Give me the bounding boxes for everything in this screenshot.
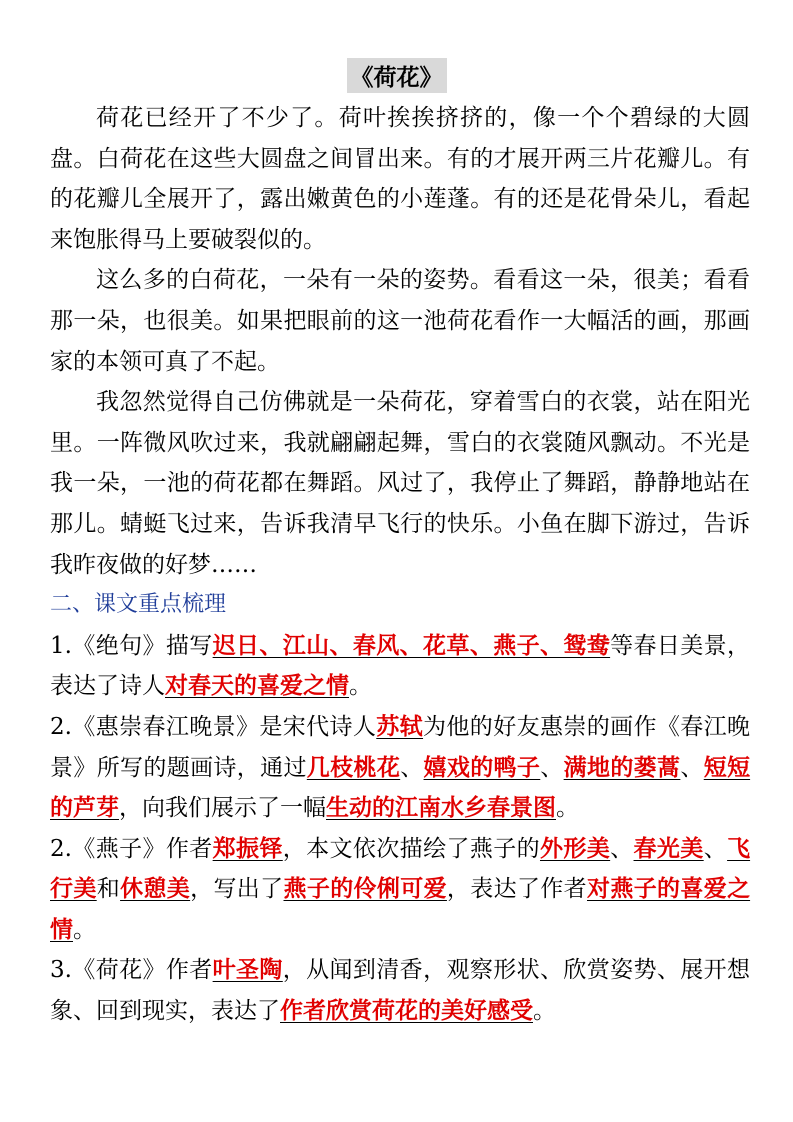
key-phrase: 生动的江南水乡春景图 xyxy=(326,795,556,822)
section-heading: 二、课文重点梳理 xyxy=(50,592,227,618)
item-text: 为他的好友惠崇的画作《春江晚景》所写的题画诗，通过 xyxy=(50,713,750,781)
item-text: 、 xyxy=(540,754,564,781)
item-text: 1.《绝句》描写 xyxy=(50,632,213,659)
key-phrase: 对燕子的喜爱之情 xyxy=(50,876,751,943)
item-text: ，向我们展示了一幅 xyxy=(119,795,326,822)
title-container xyxy=(0,58,793,93)
item-text: ，写出了 xyxy=(190,876,284,903)
key-phrase: 对春天的喜爱之情 xyxy=(165,673,349,700)
summary-item-jueju xyxy=(50,626,750,707)
key-phrase: 苏轼 xyxy=(376,713,424,740)
key-phrase: 迟日、江山、春风、花草、燕子、鸳鸯 xyxy=(212,632,611,659)
item-text: 、 xyxy=(680,754,704,781)
key-phrase: 几枝桃花 xyxy=(306,754,401,781)
key-phrase: 作者欣赏荷花的美好感受 xyxy=(280,998,533,1025)
item-text: 、 xyxy=(610,835,634,862)
key-phrase: 叶圣陶 xyxy=(212,957,283,984)
key-phrase: 休憩美 xyxy=(120,876,191,903)
item-text: 。 xyxy=(73,916,96,943)
passage-paragraph-2: 这么多的白荷花，一朵有一朵的姿势。看看这一朵，很美；看看那一朵，也很美。如果把眼前的这一池荷花看作一大幅活的画，那画家的本领可真了不起。 xyxy=(50,267,750,375)
item-text: 、 xyxy=(400,754,424,781)
item-text: ，表达了作者 xyxy=(446,876,587,903)
passage-paragraph-1: 荷花已经开了不少了。荷叶挨挨挤挤的，像一个个碧绿的大圆盘。白荷花在这些大圆盘之间冒出来。有的才展开两三片花瓣儿。有的花瓣儿全展开了，露出嫩黄色的小莲蓬。有的还是花骨朵儿，看起来饱胀得马上要破裂似的。 xyxy=(50,105,750,253)
summary-item-hehua xyxy=(50,950,750,1031)
key-phrase: 飞行美 xyxy=(50,835,751,903)
item-text: 和 xyxy=(96,876,121,903)
key-phrase: 满地的蒌蒿 xyxy=(563,754,681,781)
summary-item-yanzi xyxy=(50,829,750,951)
key-phrase: 郑振铎 xyxy=(212,835,283,862)
passage-paragraph-3: 我忽然觉得自己仿佛就是一朵荷花，穿着雪白的衣裳，站在阳光里。一阵微风吹过来，我就翩翩起舞，雪白的衣裳随风飘动。不光是我一朵，一池的荷花都在舞蹈。风过了，我停止了舞蹈，静静地站在那儿。蜻蜓飞过来，告诉我清早飞行的快乐。小鱼在脚下游过，告诉我昨夜做的好梦…… xyxy=(50,389,750,578)
passage-title: 《荷花》 xyxy=(347,58,447,93)
key-phrase: 短短的芦芽 xyxy=(50,754,751,822)
item-text: 。 xyxy=(556,795,579,822)
document-body xyxy=(50,98,750,1032)
item-text: 3.《荷花》作者 xyxy=(50,957,213,984)
item-text: 。 xyxy=(533,998,556,1025)
key-phrase: 春光美 xyxy=(633,835,704,862)
item-text: 等春日美景，表达了诗人 xyxy=(50,632,751,700)
summary-item-huichong xyxy=(50,707,750,829)
key-phrase: 嬉戏的鸭子 xyxy=(423,754,541,781)
item-text: 、 xyxy=(703,835,728,862)
item-text: 2.《惠崇春江晚景》是宋代诗人 xyxy=(50,713,377,740)
key-phrase: 燕子的伶俐可爱 xyxy=(283,876,447,903)
item-text: ，从闻到清香，观察形状、欣赏姿势、展开想象、回到现实，表达了 xyxy=(50,957,751,1025)
key-phrase: 外形美 xyxy=(539,835,611,862)
item-text: 。 xyxy=(349,673,372,700)
item-text: 2.《燕子》作者 xyxy=(50,835,213,862)
item-text: ，本文依次描绘了燕子的 xyxy=(282,835,540,862)
